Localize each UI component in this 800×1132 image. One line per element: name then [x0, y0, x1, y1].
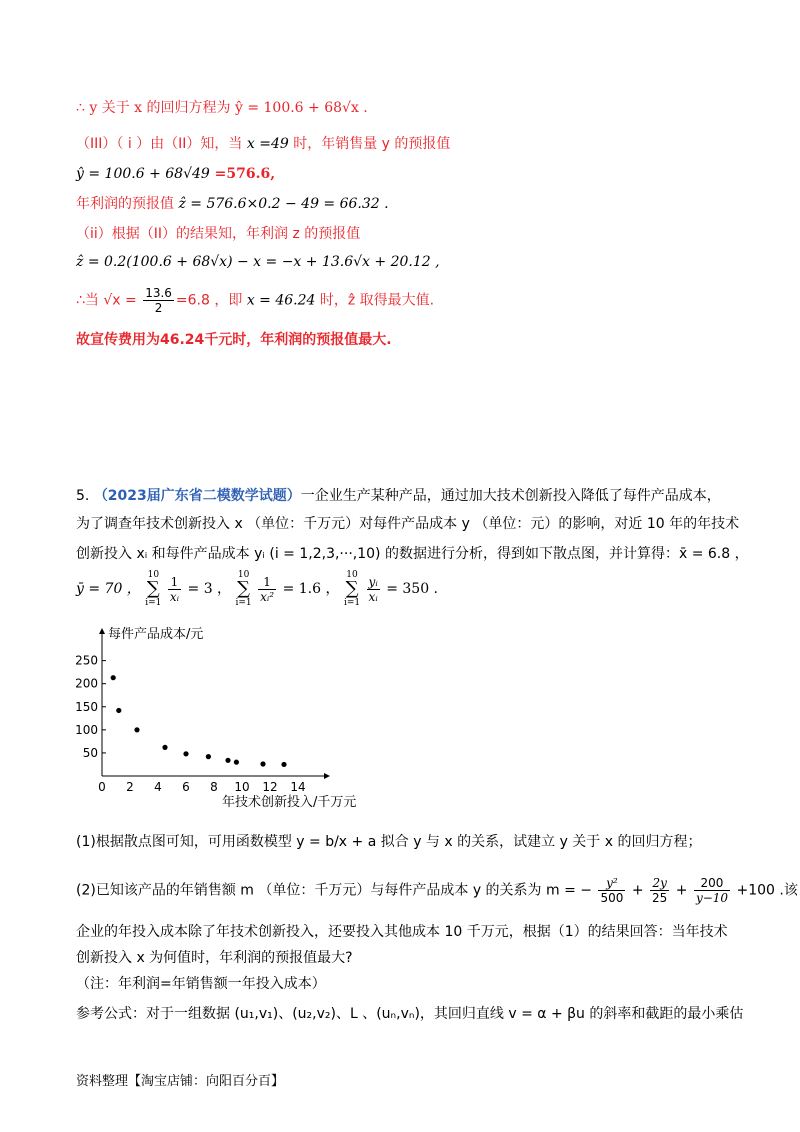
- x-tick-label: 8: [210, 780, 218, 794]
- sum-3: [344, 570, 360, 608]
- sum-2-top: 10: [237, 570, 250, 580]
- solution-line-7-x: x = 46.24: [246, 292, 316, 309]
- x-tick-label: 12: [262, 780, 278, 794]
- x-tick-label: 10: [234, 780, 250, 794]
- footer: 资料整理【淘宝店铺：向阳百分百】: [76, 1074, 285, 1089]
- sum-2-value: = 1.6 ，: [282, 581, 340, 597]
- note: （注：年利润=年销售额一年投入成本）: [76, 976, 326, 992]
- solution-line-7-mid: =6.8 ，即: [175, 292, 247, 309]
- solution-line-3: [76, 164, 275, 184]
- solution-line-4: [76, 194, 389, 214]
- solution-line-7-den: 2: [154, 301, 163, 315]
- frac-1-num: 1: [168, 575, 181, 590]
- frac-2-num: 1: [258, 575, 276, 590]
- reference-formula: 参考公式：对于一组数据 (u₁,v₁)、(u₂,v₂)、L 、(uₙ,vₙ)，其回归直线 v = α + βu 的斜率和截距的最小乘估: [76, 1006, 744, 1022]
- data-point: [183, 751, 188, 756]
- frac-1: [168, 575, 181, 604]
- data-point: [134, 727, 139, 732]
- solution-line-7-post: 时，ẑ 取得最大值.: [315, 292, 435, 309]
- solution-line-1: ∴ y 关于 x 的回归方程为 ŷ = 100.6 + 68√x .: [76, 100, 368, 116]
- x-axis-arrow: [324, 773, 330, 779]
- solution-line-6: ẑ = 0.2(100.6 + 68√x) − x = −x + 13.6√x + 20.12 ,: [76, 254, 440, 270]
- frac-3-num: yᵢ: [368, 574, 378, 589]
- x-tick-label: 14: [290, 780, 306, 794]
- q2-frac-1: [598, 876, 625, 905]
- x-tick-label: 6: [182, 780, 190, 794]
- sum-2: [236, 570, 252, 608]
- data-point: [162, 745, 167, 750]
- q2-frac-2-num: 2y: [650, 876, 669, 891]
- problem-line-3: 创新投入 xᵢ 和每件产品成本 yᵢ (i = 1,2,3,···,10) 的数据进行分析，得到如下散点图，并计算得：x̄ = 6.8 ，: [76, 546, 749, 562]
- frac-1-den: xᵢ: [169, 589, 180, 604]
- problem-source: （2023届广东省二模数学试题）: [93, 488, 301, 504]
- sum-3-bot: i=1: [343, 598, 361, 608]
- problem-line-4: [76, 570, 438, 608]
- scatter-chart: [72, 622, 392, 812]
- q2-frac-3-den: y−10: [695, 891, 729, 905]
- sigma-3: ∑: [345, 578, 359, 599]
- solution-line-4-pre: 年利润的预报值: [76, 196, 179, 212]
- q2-frac-2-den: 25: [652, 891, 668, 905]
- y-axis-label: 每件产品成本/元: [108, 627, 204, 642]
- solution-line-4-formula: ẑ = 576.6×0.2 − 49 = 66.32 .: [178, 196, 389, 212]
- solution-line-7-pre: ∴当 √x =: [76, 292, 137, 309]
- q2-frac-1-den: 500: [600, 891, 624, 905]
- q2-frac-3-num: 200: [694, 876, 730, 891]
- solution-line-7-fraction: [143, 286, 174, 315]
- q2-plus-1: +: [631, 882, 644, 899]
- sigma-1: ∑: [146, 578, 160, 599]
- sum-3-value: = 350 .: [386, 581, 439, 597]
- solution-line-2-x: x =49: [246, 136, 289, 152]
- question-2-line-3: 创新投入 x 为何值时，年利润的预报值最大?: [76, 950, 353, 966]
- data-point: [116, 708, 121, 713]
- y-tick-label: 200: [75, 676, 98, 691]
- sum-1-value: = 3 ，: [187, 581, 232, 597]
- sum-1-bot: i=1: [145, 598, 162, 608]
- frac-2: [258, 575, 276, 604]
- data-point: [260, 761, 265, 766]
- sum-1-top: 10: [147, 570, 160, 580]
- question-1: (1)根据散点图可知，可用函数模型 y = b/x + a 拟合 y 与 x 的关系，试建立 y 关于 x 的回归方程；: [76, 834, 702, 850]
- question-2-line-2: 企业的年投入成本除了年技术创新投入，还要投入其他成本 10 千万元，根据（1）的结果回答：当年技术: [76, 924, 728, 940]
- solution-line-3-result: =576.6,: [209, 166, 276, 182]
- problem-number: 5.: [76, 488, 90, 504]
- q2-frac-2: [650, 876, 669, 905]
- sigma-2: ∑: [237, 578, 251, 599]
- question-2-line-1: [76, 876, 798, 905]
- question-2-pre: (2)已知该产品的年销售额 m （单位：千万元）与每件产品成本 y 的关系为 m = −: [76, 882, 593, 899]
- q2-frac-1-num: y²: [598, 876, 625, 891]
- solution-line-2-post: 时，年销售量 y 的预报值: [288, 136, 451, 152]
- solution-line-7-num: 13.6: [145, 286, 172, 300]
- q2-frac-3: [694, 876, 730, 905]
- frac-3-den: xᵢ: [368, 589, 378, 604]
- solution-line-2-pre: （III）（ i ）由（II）知，当: [76, 136, 247, 152]
- data-point: [206, 754, 211, 759]
- x-tick-label: 2: [126, 780, 134, 794]
- y-axis-arrow: [99, 628, 105, 634]
- y-tick-label: 250: [75, 653, 98, 668]
- y-tick-label: 100: [75, 722, 98, 737]
- frac-2-den: xᵢ²: [260, 589, 275, 604]
- q2-plus-2: +: [675, 882, 688, 899]
- solution-line-7: [76, 286, 434, 315]
- solution-line-3-formula: ŷ = 100.6 + 68√49: [76, 166, 210, 182]
- question-2-post: +100 .该: [736, 882, 798, 899]
- problem-text-1: 一企业生产某种产品，通过加大技术创新投入降低了每件产品成本，: [300, 488, 721, 504]
- sum-2-bot: i=1: [235, 598, 252, 608]
- mean-y: ȳ = 70 ，: [76, 581, 141, 597]
- x-tick-label: 4: [154, 780, 162, 794]
- data-point: [225, 758, 230, 763]
- solution-conclusion: 故宣传费用为46.24千元时，年利润的预报值最大.: [76, 332, 392, 348]
- solution-line-2: [76, 134, 450, 154]
- sum-3-top: 10: [346, 570, 358, 580]
- frac-3: [367, 575, 380, 604]
- problem-line-2: 为了调查年技术创新投入 x （单位：千万元）对每件产品成本 y （单位：元）的影响，对近 10 年的年技术: [76, 516, 740, 532]
- x-tick-label: 0: [98, 780, 106, 794]
- y-tick-label: 50: [82, 745, 98, 760]
- x-axis-label: 年技术创新投入/千万元: [222, 795, 357, 810]
- sum-1: [145, 570, 161, 608]
- solution-line-5: （ii）根据（II）的结果知，年利润 z 的预报值: [76, 226, 361, 242]
- data-point: [281, 762, 286, 767]
- data-point: [234, 760, 239, 765]
- y-tick-label: 150: [75, 699, 98, 714]
- data-point: [111, 675, 116, 680]
- problem-line-1: [76, 486, 721, 506]
